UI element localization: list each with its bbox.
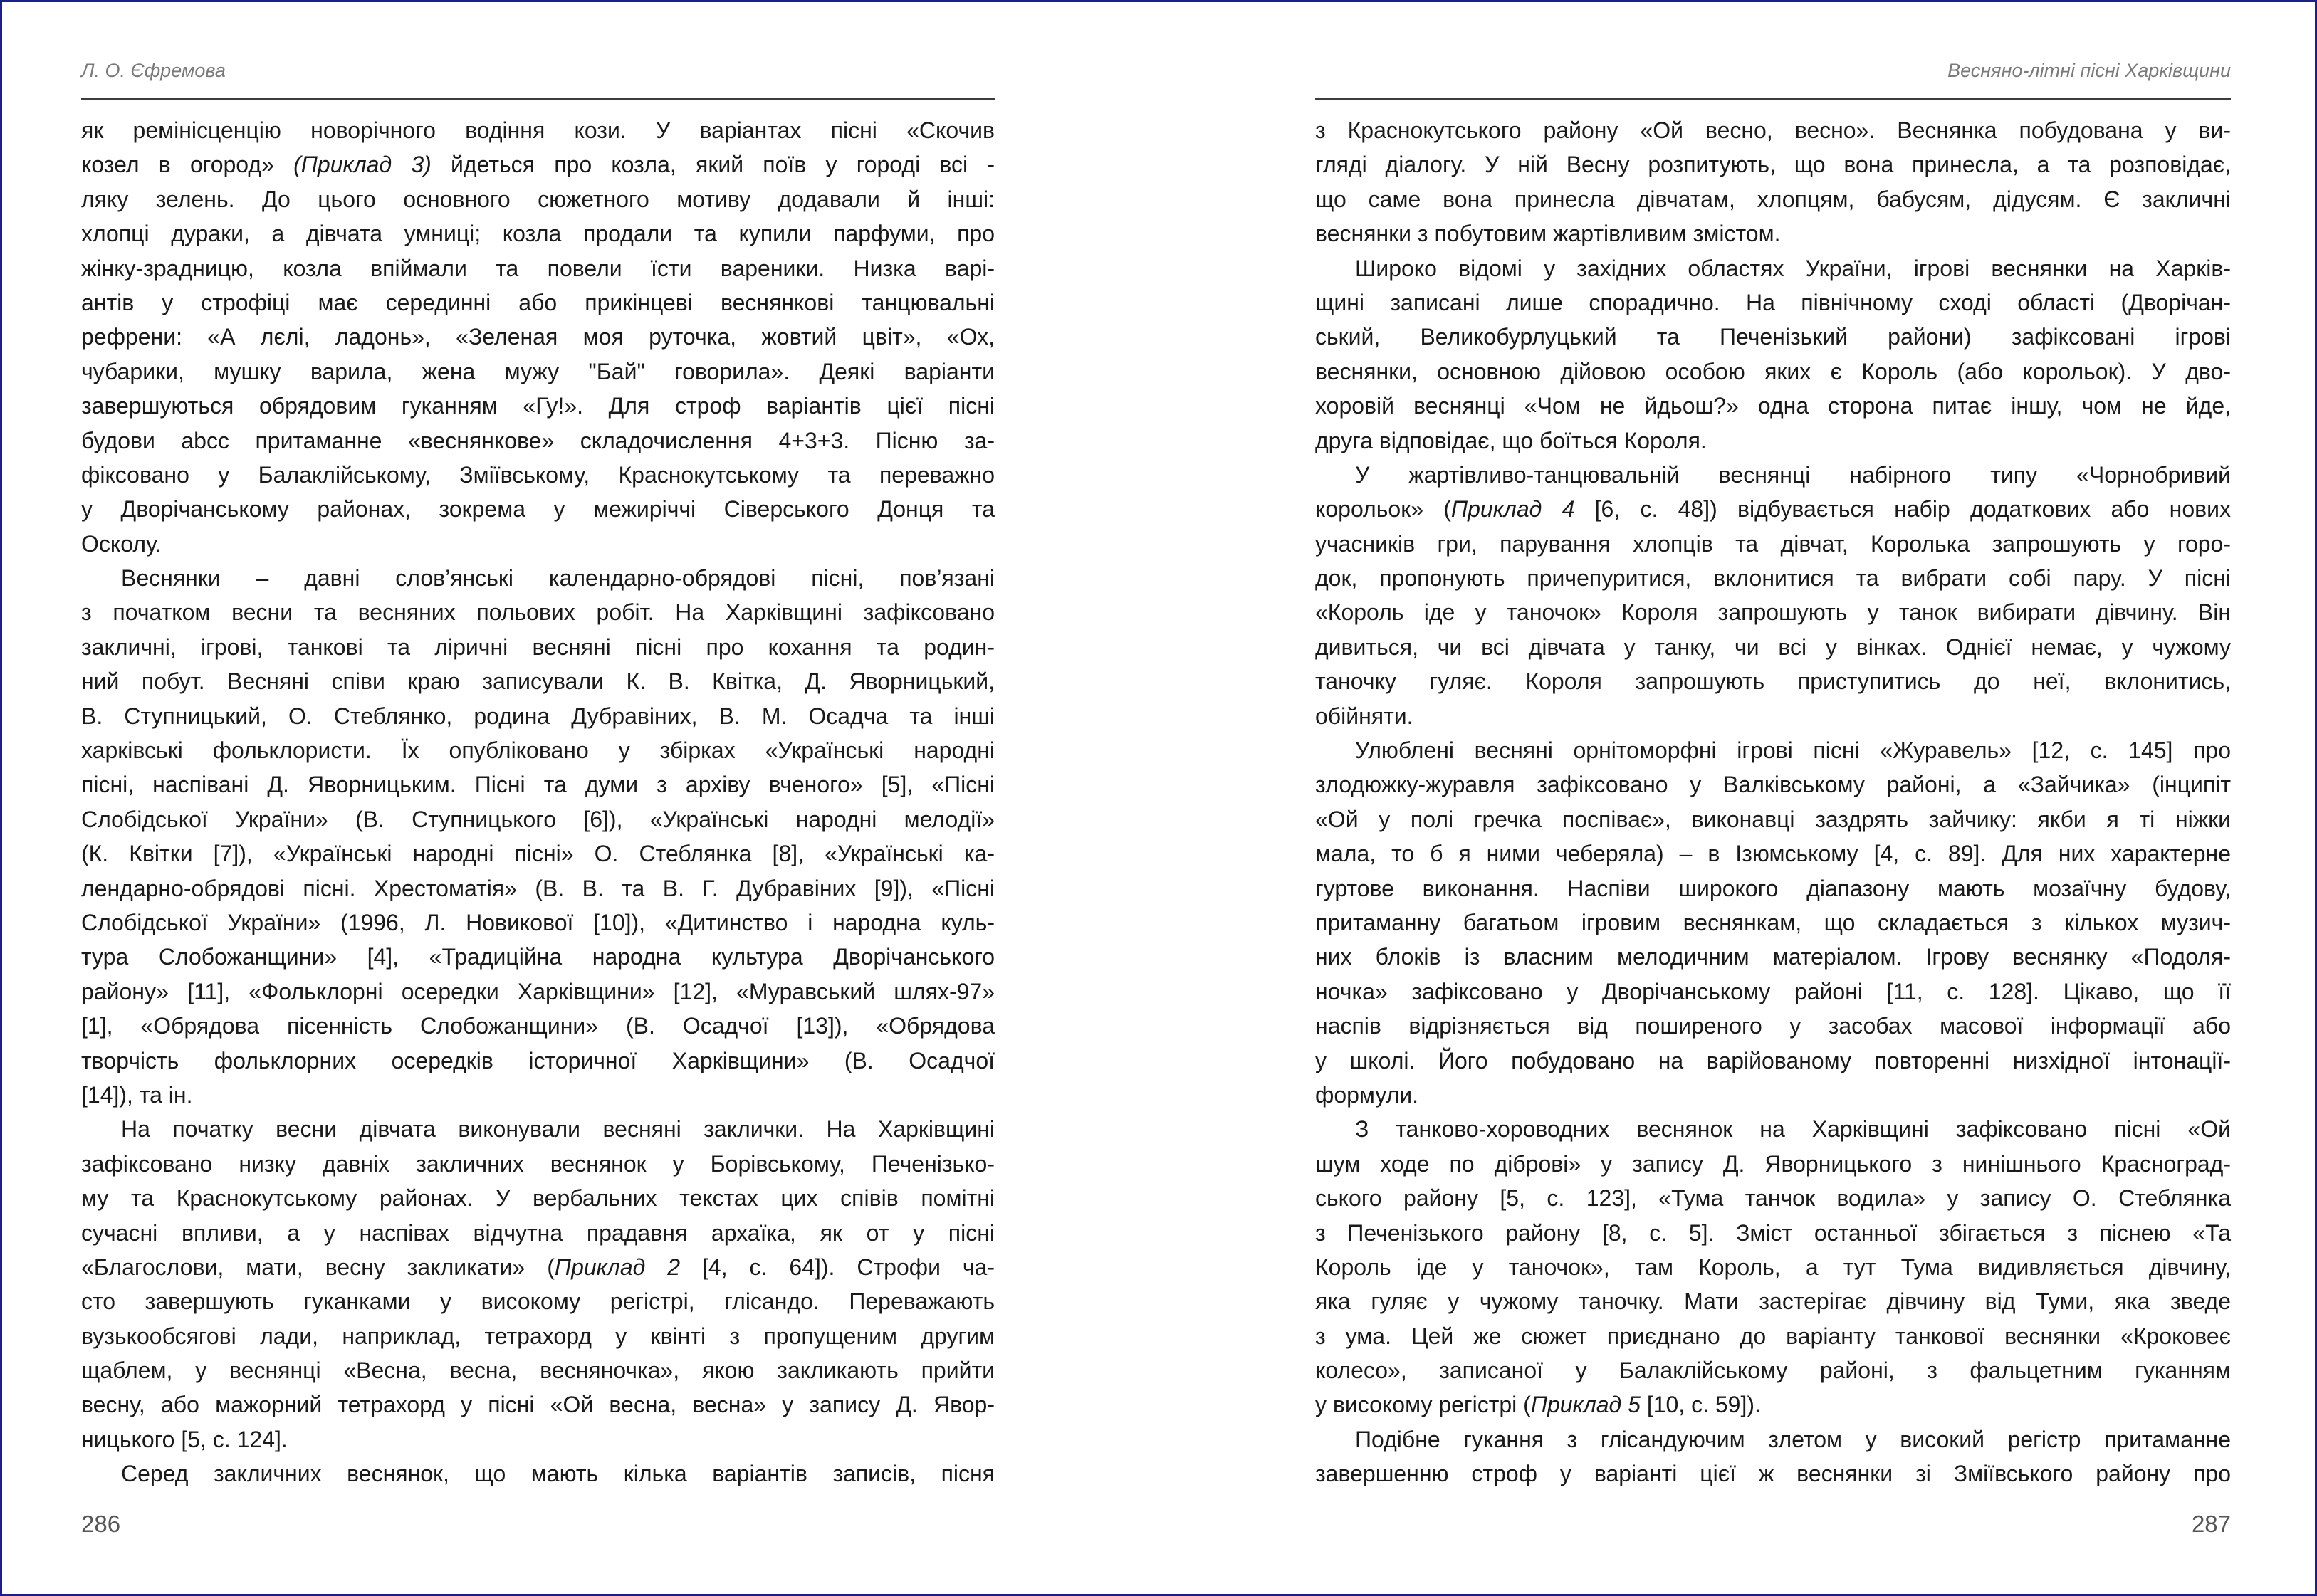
text-line: [81, 1216, 995, 1250]
text-line: [81, 355, 995, 389]
text-line: [81, 1422, 995, 1456]
text-line: [1315, 802, 2231, 836]
text-segment: Слобідської України» (1996, Л. Новикової [10]), «Дитинство і народна куль-: [81, 909, 995, 935]
text-segment: дивиться, чи всі дівчата у танку, чи всі у вінках. Однієї немає, у чужому: [1315, 634, 2231, 660]
text-segment: гляді діалогу. У ній Весну розпитують, що вона принесла, а та розповідає,: [1315, 152, 2231, 178]
text-line: [1315, 940, 2231, 974]
text-segment: з початком весни та весняних польових робіт. На Харківщині зафіксовано: [81, 599, 995, 626]
text-line: [81, 182, 995, 216]
text-line: [1315, 182, 2231, 216]
text-line: [81, 251, 995, 285]
text-line: [81, 1009, 995, 1043]
text-segment: ського району [5, с. 123], «Тума танчок водила» у запису О. Стеблянка: [1315, 1185, 2231, 1212]
text-segment: Улюблені весняні орнітоморфні ігрові пісні «Журавель» [12, с. 145] про: [1355, 737, 2231, 764]
text-segment: тура Слобожанщини» [4], «Традиційна народна культура Дворічанського: [81, 944, 995, 970]
text-line: [81, 320, 995, 354]
text-line: [1315, 1009, 2231, 1043]
text-line: [81, 871, 995, 905]
text-segment: харківські фольклористи. Їх опубліковано у збірках «Українські народні: [81, 737, 995, 764]
example-reference: Приклад 5: [1530, 1392, 1641, 1418]
text-line: [1315, 527, 2231, 561]
text-line: [81, 664, 995, 698]
text-line: [1315, 113, 2231, 147]
text-segment: ляку зелень. До цього основного сюжетного мотиву додавали й інші:: [81, 186, 995, 212]
text-segment: Король іде у таночок», там Король, а тут Тума видивляється дівчину,: [1315, 1254, 2231, 1280]
text-line: [1315, 251, 2231, 285]
text-segment: Веснянки – давні слов’янські календарно-обрядові пісні, пов’язані: [121, 565, 995, 592]
text-line: [1315, 355, 2231, 389]
text-line: [1315, 1181, 2231, 1215]
text-segment: пісні, наспівані Д. Яворницьким. Пісні та думи з архіву вченого» [5], «Пісні: [81, 772, 995, 798]
text-segment: обійняти.: [1315, 703, 1413, 729]
text-segment: ночка» зафіксовано у Дворічанському районі [11, с. 128]. Цікаво, що її: [1315, 978, 2231, 1004]
text-segment: корольок» (: [1315, 496, 1451, 523]
text-line: [81, 113, 995, 147]
text-line: [1315, 630, 2231, 664]
text-segment: творчість фольклорних осередків історичної Харківщини» (В. Осадчої: [81, 1047, 995, 1073]
text-line: [1315, 975, 2231, 1009]
text-segment: З танково-хороводних веснянок на Харківщині зафіксовано пісні «Ой: [1355, 1116, 2231, 1143]
running-head-author: Л. О. Єфремова: [81, 60, 226, 81]
text-segment: у Дворічанському районах, зокрема у межиріччі Сіверського Донця та: [81, 496, 995, 523]
text-segment: хлопці дураки, а дівчата умниці; козла продали та купили парфуми, про: [81, 221, 995, 247]
text-segment: В. Ступницький, О. Стеблянко, родина Дубравіних, В. М. Осадча та інші: [81, 703, 995, 729]
text-line: [81, 1353, 995, 1387]
text-segment: «Благослови, мати, весну закликати» (: [81, 1254, 555, 1280]
text-line: [81, 975, 995, 1009]
text-line: [81, 940, 995, 974]
text-line: [1315, 733, 2231, 767]
text-line: [81, 285, 995, 320]
text-segment: На початку весни дівчата виконували весняні заклички. На Харківщині: [121, 1116, 995, 1143]
text-line: [1315, 1078, 2231, 1112]
header-rule: [1315, 98, 2231, 100]
text-line: [81, 1319, 995, 1353]
text-line: [81, 699, 995, 733]
text-segment: у школі. Його побудовано на варійованому повторенні низхідної інтонації-: [1315, 1047, 2231, 1073]
text-segment: [6, с. 48]) відбувається набір додаткових або нових: [1574, 496, 2232, 523]
text-segment: мала, то б я ними чеберяла) – в Ізюмському [4, с. 89]. Для них характерне: [1315, 841, 2231, 867]
text-line: [1315, 1456, 2231, 1491]
text-line: [81, 147, 995, 182]
text-segment: з ума. Цей же сюжет приєднано до варіанту танкової веснянки «Кроковеє: [1315, 1323, 2231, 1349]
text-line: [1315, 1112, 2231, 1146]
text-segment: козел в огород»: [81, 152, 294, 178]
text-segment: що саме вона принесла дівчатам, хлопцям, бабусям, дідусям. Є закличні: [1315, 186, 2231, 212]
text-segment: [10, с. 59]).: [1640, 1392, 1761, 1418]
text-segment: веснянки, основною дійовою особою яких є Король (або корольок). У дво-: [1315, 358, 2231, 384]
text-line: [81, 1250, 995, 1284]
text-line: [81, 836, 995, 871]
text-segment: хоровій веснянці «Чом не йдьош?» одна сторона питає іншу, чом не йде,: [1315, 393, 2231, 419]
running-head-title: Весняно-літні пісні Харківщини: [1947, 60, 2231, 81]
text-line: [1315, 595, 2231, 629]
text-segment: антів у строфіці має серединні або прикінцеві веснянкові танцювальні: [81, 289, 995, 315]
text-line: [1315, 561, 2231, 595]
text-line: [81, 1181, 995, 1215]
text-segment: весну, або мажорний тетрахорд у пісні «Ой весна, весна» у запису Д. Явор-: [81, 1392, 995, 1418]
text-segment: му та Краснокутському районах. У вербальних текстах цих співів помітні: [81, 1185, 995, 1212]
text-segment: будови abcc притаманне «веснянкове» складочислення 4+3+3. Пісню за-: [81, 427, 995, 453]
text-segment: колесо», записаної у Балаклійському районі, з фальцетним гуканням: [1315, 1358, 2231, 1384]
text-line: [1315, 1147, 2231, 1181]
text-line: [81, 492, 995, 526]
text-line: [1315, 1353, 2231, 1387]
text-line: [1315, 1250, 2231, 1284]
page-number: 287: [2191, 1511, 2231, 1537]
text-segment: зафіксовано низку давніх закличних веснянок у Борівському, Печенізько-: [81, 1150, 995, 1177]
text-line: [1315, 147, 2231, 182]
text-line: [81, 1112, 995, 1146]
text-segment: завершуються обрядовим гуканням «Гу!». Для строф варіантів цієї пісні: [81, 393, 995, 419]
text-segment: як ремінісценцію новорічного водіння кози. У варіантах пісні «Скочив: [81, 117, 995, 143]
text-line: [1315, 320, 2231, 354]
text-segment: у високому регістрі (: [1315, 1392, 1531, 1418]
text-line: [81, 1387, 995, 1422]
body-text: [81, 113, 995, 1491]
text-line: [1315, 216, 2231, 251]
text-line: [81, 1284, 995, 1318]
text-line: [1315, 905, 2231, 940]
text-line: [81, 733, 995, 767]
text-segment: ницького [5, с. 124].: [81, 1426, 288, 1452]
text-line: [81, 630, 995, 664]
text-line: [81, 767, 995, 802]
text-segment: йдеться про козла, який поїв у городі всі -: [431, 152, 995, 178]
right-page: [1315, 0, 2231, 1596]
text-line: [81, 1078, 995, 1112]
text-segment: закличні, ігрові, танкові та ліричні весняні пісні про кохання та родин-: [81, 634, 995, 660]
text-segment: (К. Квітки [7]), «Українські народні пісні» О. Стеблянка [8], «Українські ка-: [81, 841, 995, 867]
text-line: [1315, 458, 2231, 492]
text-segment: Широко відомі у західних областях України, ігрові веснянки на Харків-: [1355, 255, 2231, 281]
text-segment: Серед закличних веснянок, що мають кілька варіантів записів, пісня: [121, 1461, 995, 1487]
text-line: [1315, 1216, 2231, 1250]
text-segment: вузькообсягові лади, наприклад, тетрахорд у квінті з пропущеним другим: [81, 1323, 995, 1349]
text-line: [1315, 871, 2231, 905]
text-segment: [1], «Обрядова пісенність Слобожанщини» (В. Осадчої [13]), «Обрядова: [81, 1013, 995, 1039]
text-segment: району» [11], «Фольклорні осередки Харківщини» [12], «Муравський шлях-97»: [81, 978, 995, 1004]
text-segment: сто завершують гуканками у високому регістрі, глісандо. Переважають: [81, 1288, 995, 1315]
text-segment: учасників гри, парування хлопців та дівчат, Королька запрошують у горо-: [1315, 530, 2231, 557]
text-segment: ний побут. Весняні співи краю записували К. В. Квітка, Д. Яворницький,: [81, 668, 995, 695]
text-segment: док, пропонують причепуритися, вклонитися та вибрати собі пару. У пісні: [1315, 565, 2231, 592]
text-line: [81, 1147, 995, 1181]
text-segment: з Печенізького району [8, с. 5]. Зміст останньої збігається з піснею «Та: [1315, 1219, 2231, 1246]
text-line: [81, 389, 995, 423]
body-text: [1315, 113, 2231, 1491]
text-line: [81, 424, 995, 458]
text-segment: Слобідської України» (В. Ступницького [6]), «Українські народні мелодії»: [81, 806, 995, 832]
text-line: [1315, 699, 2231, 733]
text-segment: злодюжку-журавля зафіксовано у Валківському районі, а «Зайчика» (інципіт: [1315, 772, 2231, 798]
text-segment: наспів відрізняється від поширеного у засобах масової інформації або: [1315, 1013, 2231, 1039]
text-line: [81, 1044, 995, 1078]
example-reference: (Приклад 3): [293, 152, 432, 178]
text-segment: Осколу.: [81, 530, 162, 557]
text-segment: гуртове виконання. Наспіви широкого діапазону мають мозаїчну будову,: [1315, 875, 2231, 901]
text-segment: рефрени: «А лєлі, ладонь», «Зеленая моя руточка, жовтий цвіт», «Ох,: [81, 324, 995, 350]
text-line: [81, 216, 995, 251]
text-line: [1315, 836, 2231, 871]
text-segment: жінку-зрадницю, козла впіймали та повели їсти вареники. Низка варі-: [81, 255, 995, 281]
text-segment: «Король іде у таночок» Короля запрошують у танок вибирати дівчину. Він: [1315, 599, 2231, 626]
text-line: [1315, 285, 2231, 320]
text-segment: щаблем, у веснянці «Весна, весна, весняночка», якою закликають прийти: [81, 1358, 995, 1384]
text-line: [1315, 1387, 2231, 1422]
text-segment: завершенню строф у варіанті цієї ж веснянки зі Зміївського району про: [1315, 1461, 2231, 1487]
text-line: [81, 527, 995, 561]
header-rule: [81, 98, 995, 100]
text-segment: лендарно-обрядові пісні. Хрестоматія» (В. В. та В. Г. Дубравіних [9]), «Пісні: [81, 875, 995, 901]
text-line: [81, 561, 995, 595]
text-segment: [4, с. 64]). Строфи ча-: [680, 1254, 995, 1280]
text-segment: з Краснокутського району «Ой весно, весно». Веснянка побудована у ви-: [1315, 117, 2231, 143]
text-segment: У жартівливо-танцювальній веснянці набірного типу «Чорнобривий: [1355, 461, 2231, 488]
text-line: [81, 802, 995, 836]
text-line: [81, 458, 995, 492]
left-page: [81, 0, 995, 1596]
text-segment: ський, Великобурлуцький та Печенізький райони) зафіксовані ігрові: [1315, 324, 2231, 350]
text-line: [81, 1456, 995, 1491]
text-line: [81, 905, 995, 940]
text-line: [1315, 1319, 2231, 1353]
text-segment: таночку гуляє. Короля запрошують приступитись до неї, вклонитись,: [1315, 668, 2231, 695]
text-segment: яка гуляє у чужому таночку. Мати застерігає дівчину від Туми, яка зведе: [1315, 1288, 2231, 1315]
text-line: [1315, 1422, 2231, 1456]
text-line: [1315, 664, 2231, 698]
text-segment: притаманну багатьом ігровим веснянкам, що складається з кількох музич-: [1315, 909, 2231, 935]
text-segment: чубарики, мушку варила, жена мужу "Бай" говорила». Деякі варіанти: [81, 358, 995, 384]
text-segment: [14]), та ін.: [81, 1081, 193, 1108]
text-line: [1315, 1044, 2231, 1078]
text-segment: «Ой у полі гречка поспіває», виконавці заздрять зайчику: якби я ті ніжки: [1315, 806, 2231, 832]
text-line: [81, 595, 995, 629]
text-line: [1315, 389, 2231, 423]
text-segment: шум ходе по діброві» у запису Д. Яворницького з нинішнього Красноград-: [1315, 1150, 2231, 1177]
text-segment: Подібне гукання з глісандуючим злетом у високий регістр притаманне: [1355, 1426, 2231, 1452]
text-segment: щині записані лише спорадично. На північному сході області (Дворічан-: [1315, 289, 2231, 315]
text-line: [1315, 767, 2231, 802]
text-segment: веснянки з побутовим жартівливим змістом.: [1315, 221, 1781, 247]
text-segment: сучасні впливи, а у наспівах відчутна прадавня архаїка, як от у пісні: [81, 1219, 995, 1246]
text-line: [1315, 424, 2231, 458]
text-segment: формули.: [1315, 1081, 1419, 1108]
text-segment: друга відповідає, що боїться Короля.: [1315, 427, 1707, 453]
text-segment: них блоків із власним мелодичним матеріалом. Ігрову веснянку «Подоля-: [1315, 944, 2231, 970]
text-line: [1315, 492, 2231, 526]
text-line: [1315, 1284, 2231, 1318]
example-reference: Приклад 4: [1450, 496, 1575, 523]
page-number: 286: [81, 1511, 121, 1537]
text-segment: фіксовано у Балаклійському, Зміївському, Краснокутському та переважно: [81, 461, 995, 488]
example-reference: Приклад 2: [554, 1254, 681, 1280]
